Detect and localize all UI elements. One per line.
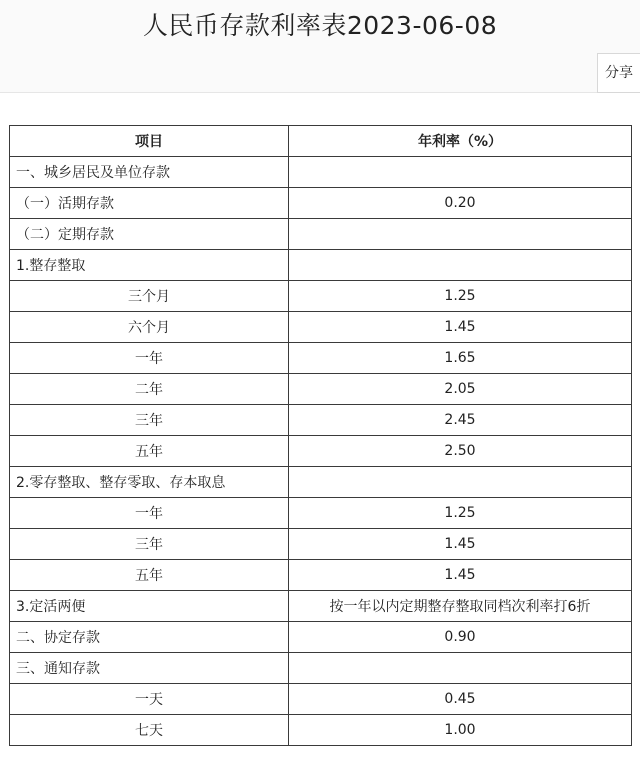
row-item-cell: （一）活期存款 [10, 188, 289, 219]
table-row [10, 622, 632, 653]
table-header-row [10, 126, 632, 157]
table-row [10, 715, 632, 746]
row-rate-cell: 按一年以内定期整存整取同档次利率打6折 [289, 591, 632, 622]
row-item-cell: 三个月 [10, 281, 289, 312]
table-row [10, 157, 632, 188]
table-row [10, 219, 632, 250]
share-button[interactable]: 分享 [597, 53, 640, 93]
row-rate-cell [289, 467, 632, 498]
row-rate-cell: 2.05 [289, 374, 632, 405]
table-row [10, 498, 632, 529]
table-row [10, 312, 632, 343]
table-row [10, 591, 632, 622]
row-item-cell: 一天 [10, 684, 289, 715]
table-row [10, 281, 632, 312]
row-item-cell: 三年 [10, 529, 289, 560]
row-rate-cell: 0.90 [289, 622, 632, 653]
row-item-cell: 一年 [10, 498, 289, 529]
row-item-cell: 2.零存整取、整存零取、存本取息 [10, 467, 289, 498]
row-item-cell: 三、通知存款 [10, 653, 289, 684]
row-item-cell: 二年 [10, 374, 289, 405]
row-rate-cell: 1.45 [289, 312, 632, 343]
row-item-cell: 五年 [10, 436, 289, 467]
row-item-cell: 3.定活两便 [10, 591, 289, 622]
row-item-cell: 一、城乡居民及单位存款 [10, 157, 289, 188]
table-row [10, 250, 632, 281]
row-rate-cell: 1.00 [289, 715, 632, 746]
row-item-cell: 六个月 [10, 312, 289, 343]
row-rate-cell: 0.20 [289, 188, 632, 219]
table-row [10, 188, 632, 219]
table-row [10, 529, 632, 560]
row-item-cell: 1.整存整取 [10, 250, 289, 281]
row-rate-cell: 1.45 [289, 529, 632, 560]
table-row [10, 343, 632, 374]
row-rate-cell [289, 157, 632, 188]
table-row [10, 467, 632, 498]
table-row [10, 436, 632, 467]
article-body [0, 93, 640, 763]
table-row [10, 405, 632, 436]
row-rate-cell [289, 250, 632, 281]
row-rate-cell [289, 219, 632, 250]
row-item-cell: 七天 [10, 715, 289, 746]
table-row [10, 374, 632, 405]
row-rate-cell: 2.50 [289, 436, 632, 467]
row-rate-cell: 1.25 [289, 281, 632, 312]
table-body [10, 157, 632, 746]
row-rate-cell: 1.45 [289, 560, 632, 591]
column-header-rate: 年利率（%） [289, 126, 632, 157]
row-rate-cell: 2.45 [289, 405, 632, 436]
deposit-rate-table [9, 125, 632, 746]
row-item-cell: 三年 [10, 405, 289, 436]
page-title: 人民币存款利率表2023-06-08 [142, 11, 498, 40]
table-row [10, 560, 632, 591]
top-bar [0, 0, 640, 93]
row-rate-cell: 0.45 [289, 684, 632, 715]
row-item-cell: （二）定期存款 [10, 219, 289, 250]
table-row [10, 684, 632, 715]
row-item-cell: 一年 [10, 343, 289, 374]
column-header-item: 项目 [10, 126, 289, 157]
row-item-cell: 二、协定存款 [10, 622, 289, 653]
row-rate-cell: 1.25 [289, 498, 632, 529]
row-rate-cell [289, 653, 632, 684]
row-rate-cell: 1.65 [289, 343, 632, 374]
table-row [10, 653, 632, 684]
row-item-cell: 五年 [10, 560, 289, 591]
